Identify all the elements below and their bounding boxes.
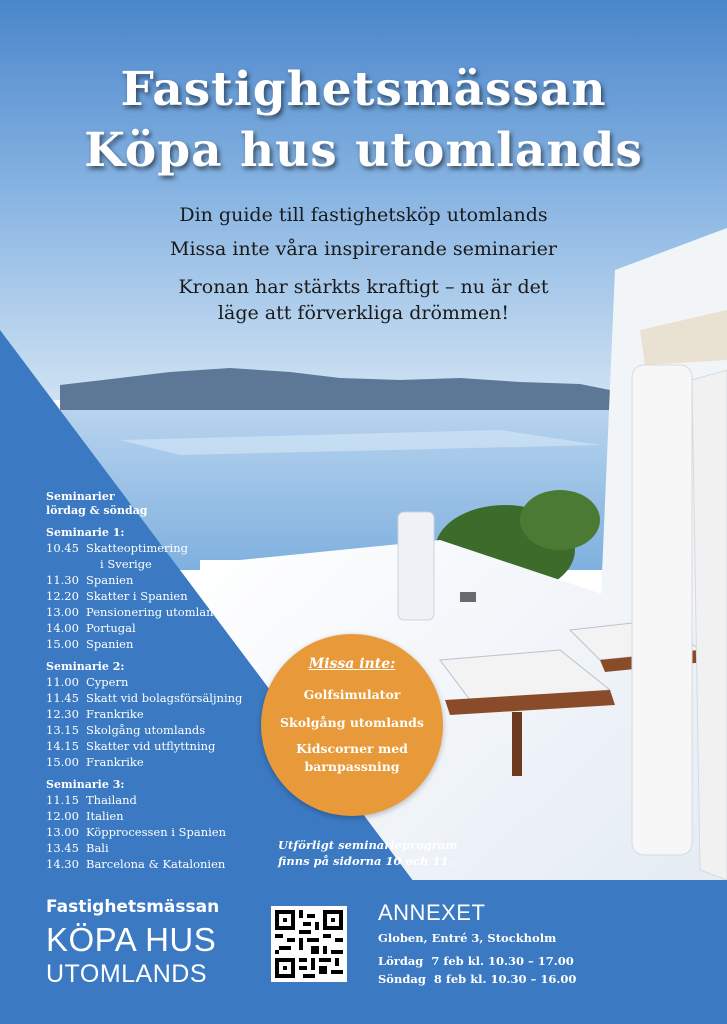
seminar-block-title: Seminarie 2: xyxy=(46,660,125,673)
seminar-block-3 xyxy=(46,778,242,872)
badge-heading: Missa inte: xyxy=(308,656,396,672)
seminar-row: 14.30 Barcelona & Katalonien xyxy=(46,857,226,871)
venue-name: ANNEXET xyxy=(378,900,486,925)
brand-name: Fastighetsmässan xyxy=(46,897,220,917)
seminar-row: 13.00 Pensionering utomlands xyxy=(46,605,227,619)
venue-day1: Lördag 7 feb kl. 10.30 – 17.00 xyxy=(378,954,574,968)
seminar-row: 11.30 Spanien xyxy=(46,573,134,587)
seminar-row: 12.00 Italien xyxy=(46,809,124,823)
seminar-block-title: Seminarie 1: xyxy=(46,526,125,539)
seminar-row: 15.00 Spanien xyxy=(46,637,134,651)
canopy-pillar xyxy=(632,365,692,855)
venue-address: Globen, Entré 3, Stockholm xyxy=(378,931,557,945)
headline-line2: Köpa hus utomlands xyxy=(84,123,643,178)
seminar-row: 13.15 Skolgång utomlands xyxy=(46,723,206,737)
subheading-1: Din guide till fastighetsköp utomlands xyxy=(179,204,548,226)
seminar-row: 12.20 Skatter i Spanien xyxy=(46,589,188,603)
subheading-2: Missa inte våra inspirerande seminarier xyxy=(169,238,557,260)
seminar-row: 14.00 Portugal xyxy=(46,621,136,635)
headline-line1: Fastighetsmässan xyxy=(120,62,607,117)
seminar-block-2 xyxy=(46,660,242,770)
qr-code-pattern xyxy=(275,910,343,978)
program-note: Utförligt seminarieprogram finns på sidorna 10 och 11. xyxy=(278,838,458,868)
brand-line2: KÖPA HUS xyxy=(46,921,217,958)
seminar-row: 14.15 Skatter vid utflyttning xyxy=(46,739,216,753)
badge-item: Kidscorner med barnpassning xyxy=(296,741,408,774)
seminar-list xyxy=(46,490,242,872)
seminar-block-title: Seminarie 3: xyxy=(46,778,125,791)
seminar-row: 11.00 Cypern xyxy=(46,675,129,689)
seminar-row: 12.30 Frankrike xyxy=(46,707,144,721)
missa-inte-badge xyxy=(261,634,443,816)
seminar-heading: Seminarier xyxy=(46,490,115,503)
badge-item: Skolgång utomlands xyxy=(280,715,424,730)
seminar-row: 10.45 Skatteoptimering xyxy=(46,541,188,555)
seminar-row: 11.15 Thailand xyxy=(46,793,137,807)
seminar-block-1 xyxy=(46,526,242,652)
badge-item: Golfsimulator xyxy=(303,687,401,702)
seminar-row: 13.00 Köpprocessen i Spanien xyxy=(46,825,226,839)
subheading-4: läge att förverkliga drömmen! xyxy=(217,302,510,324)
brand-line3: UTOMLANDS xyxy=(46,960,208,988)
seminar-row: 15.00 Frankrike xyxy=(46,755,144,769)
subheading-3: Kronan har stärkts kraftigt – nu är det xyxy=(178,276,549,298)
chimney xyxy=(398,512,434,620)
seminar-days: lördag & söndag xyxy=(46,504,148,517)
seminar-row: 11.45 Skatt vid bolagsförsäljning xyxy=(46,691,243,705)
venue-day2: Söndag 8 feb kl. 10.30 – 16.00 xyxy=(378,972,577,986)
seminar-row: 13.45 Bali xyxy=(46,841,109,855)
qr-code-icon[interactable] xyxy=(271,906,347,982)
seminar-row: i Sverige xyxy=(100,557,152,571)
